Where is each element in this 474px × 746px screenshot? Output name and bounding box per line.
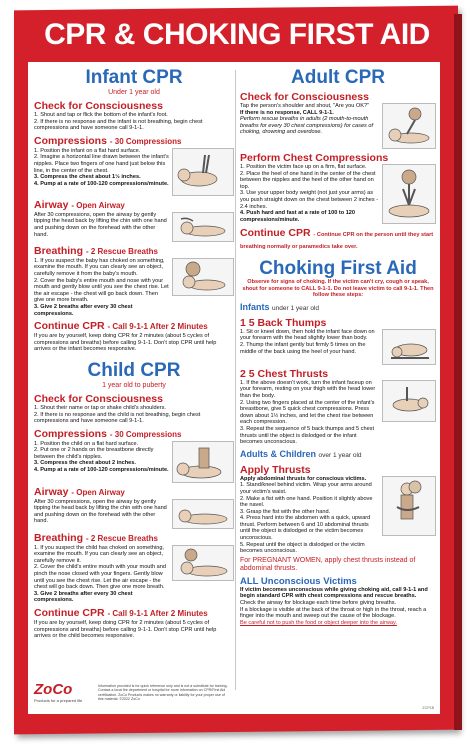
- adult-check-title: Check for Consciousness: [240, 91, 369, 103]
- choking-adults-title: [240, 449, 436, 461]
- infant-cpr-heading: Infant CPR: [85, 67, 183, 88]
- right-column: [240, 62, 436, 626]
- choking-adults-sub: over 1 year old: [318, 451, 362, 459]
- infant-breathing-label: Breathing: [34, 244, 84, 257]
- apply-thrusts-line: 3. Grasp the fist with the other hand.: [240, 508, 331, 515]
- apply-thrusts-illustration: [382, 476, 436, 536]
- column-divider: [235, 70, 236, 690]
- child-airway-text: After 30 compressions, open the airway by gently tipping the head back by lifting the chin with one hand and pushing down on the forehead with the other hand.: [34, 498, 167, 525]
- child-continue-title: [34, 607, 234, 620]
- child-compressions-line: 3. Compress the chest about 2 inches.: [34, 460, 136, 467]
- adult-check-illustration: [382, 103, 436, 149]
- infant-check-line: 1. Shout and tap or flick the bottom of the infant's foot.: [34, 112, 168, 118]
- poster-board-edge: [454, 14, 462, 730]
- adult-cpr-heading: Adult CPR: [291, 67, 385, 88]
- adult-continue-text: - Continue CPR on the person until they start breathing normally or paramedics take over.: [240, 232, 434, 250]
- child-compressions-title: [34, 428, 234, 441]
- infant-compressions-line: 2. Imagine a horizontal line drawn between the infant's nipples. Place two fingers of one hand just below this line, in the center of the chest.: [34, 154, 169, 174]
- child-compressions-line: 2. Put one or 2 hands on the breastbone directly between the child's nipples.: [34, 447, 154, 460]
- infant-breathing-sub: - 2 Rescue Breaths: [85, 246, 158, 256]
- unconscious-title: ALL Unconscious Victims: [240, 575, 357, 587]
- infant-check-line: 2. If there is no response and the infant is not breathing, begin chest compressions and have someone call 9-1-1.: [34, 118, 203, 132]
- left-column: [34, 62, 234, 640]
- unconscious-warning: Be careful not to push the food or object deeper into the airway.: [240, 619, 397, 626]
- logo-wordmark: ZoCo: [34, 681, 73, 698]
- back-thumps-line: 2. Thump the infant gently but firmly 5 times on the middle of the back using the heel of your hand.: [240, 341, 366, 355]
- infant-compressions-count: - 30 Compressions: [109, 136, 182, 146]
- zoco-logo: [34, 682, 94, 703]
- unconscious-line: If victim becomes unconscious while giving choking aid, call 9-1-1 and begin standard CPR with chest compressions and rescue breaths.: [240, 586, 428, 600]
- child-continue-sub: - Call 9-1-1 After 2 Minutes: [107, 609, 208, 619]
- child-check-line: 2. If there is no response and the child is not breathing, begin chest compressions and have someone call 9-1-1.: [34, 411, 201, 425]
- infant-cpr-subheading: Under 1 year old: [108, 89, 160, 96]
- infant-breathing-title: [34, 245, 234, 258]
- apply-thrusts-line: 4. Press hard into the abdomen with a quick, upward thrust. Perform between 6 and 10 abdominal thrusts until the object is dislodged or the victim becomes unconscious.: [240, 515, 371, 542]
- adult-compressions-line: 2. Place the heel of one hand in the center of the chest between the nipples and the heel of the other hand on top.: [240, 170, 376, 190]
- adult-continue-label: Continue CPR: [240, 227, 311, 239]
- child-compressions-line: 1. Position the child on a flat hard surface.: [34, 440, 139, 447]
- infant-breathing-line: 3. Give 2 breaths after every 30 chest compressions.: [34, 303, 133, 317]
- child-continue-text: If you are by yourself, keep doing CPR for 2 minutes (about 5 cycles of compressions and breaths) before calling 9-1-1. Don't stop CPR until help arrives or the child becomes responsive.: [34, 620, 217, 640]
- chest-thrusts-line: 2. Using two fingers placed at the center of the infant's breastbone, give 5 quick chest compressions. Press down about 1½ inches, and let the chest rise between each compression.: [240, 399, 375, 426]
- apply-thrusts-line: 2. Make a fist with one hand. Position it slightly above the navel.: [240, 495, 373, 509]
- infant-check-title: Check for Consciousness: [34, 100, 163, 112]
- infant-airway-illustration: [172, 212, 234, 242]
- choking-infants-title: [240, 302, 436, 314]
- infant-continue-sub: - Call 9-1-1 After 2 Minutes: [107, 322, 208, 332]
- choking-infants-sub: under 1 year old: [272, 304, 320, 312]
- infant-continue-title: [34, 320, 234, 333]
- child-breathing-illustration: [172, 545, 234, 581]
- adult-check-line: Perform rescue breaths in adults (2 mouth-to-mouth breaths for every 30 chest compressions) for cases of choking, drowning and overdose.: [240, 116, 374, 136]
- adult-check-line: If there is no response, CALL 9-1-1.: [240, 109, 334, 116]
- product-code: ZCP1B: [422, 706, 434, 710]
- infant-compressions-label: Compressions: [34, 134, 107, 147]
- child-compressions-line: 4. Pump at a rate of 100-120 compressions/minute.: [34, 467, 169, 474]
- child-airway-label: Airway: [34, 485, 69, 498]
- infant-breathing-illustration: [172, 258, 234, 296]
- child-breathing-line: 1. If you suspect the child has choked on something, examine the mouth. If you can clearly see an object, carefully remove it.: [34, 544, 164, 564]
- choking-heading: Choking First Aid: [259, 258, 417, 279]
- chest-thrusts-line: 1. If the above doesn't work, turn the infant faceup on your forearm, resting on your thigh with the head lower than the body.: [240, 379, 376, 399]
- pregnant-note: For PREGNANT WOMEN, apply chest thrusts instead of abdominal thrusts.: [240, 556, 416, 572]
- choking-infants-label: Infants: [240, 301, 270, 312]
- child-airway-sub: - Open Airway: [71, 487, 125, 497]
- poster-content: [28, 62, 440, 714]
- child-breathing-line: 3. Give 2 breaths after every 30 chest compressions.: [34, 590, 133, 604]
- child-breathing-line: 2. Cover the child's entire mouth with your mouth and pinch the nose closed with your fingers. Gently blow until you see the chest rise. Let the air escape - the chest will go back down. Then give one more breath.: [34, 564, 166, 591]
- child-check-line: 1. Shout their name or tap or shake child's shoulders.: [34, 404, 166, 411]
- back-thumps-line: 1. Sit or kneel down, then hold the infant face down on your forearm with the head slightly lower than body.: [240, 328, 375, 342]
- child-breathing-sub: - 2 Rescue Breaths: [85, 533, 158, 543]
- unconscious-line: If a blockage is visible at the back of the throat or high in the throat, reach a finger into the mouth and sweep out the cause of the blockage.: [240, 606, 427, 620]
- child-airway-title: [34, 486, 234, 499]
- unconscious-line: Check the airway for blockage each time before giving breaths.: [240, 600, 397, 607]
- child-breathing-label: Breathing: [34, 531, 84, 544]
- back-thumps-illustration: [382, 329, 436, 365]
- infant-compressions-line: 3. Compress the chest about 1½ inches.: [34, 174, 141, 181]
- adult-compressions-illustration: [382, 164, 436, 224]
- adult-compressions-line: 4. Push hard and fast at a rate of 100 to 120 compressions/minute.: [240, 210, 356, 223]
- chest-thrusts-illustration: [382, 380, 436, 422]
- adult-compressions-line: 1. Position the victim face up on a firm, flat surface.: [240, 164, 367, 170]
- infant-continue-text: If you are by yourself, keep doing CPR for 2 minutes (about 5 cycles of compressions and breaths) before calling 9-1-1. Don't stop CPR until help arrives or the infant becomes responsive.: [34, 333, 217, 353]
- choking-adults-label: Adults & Children: [240, 448, 316, 459]
- infant-breathing-line: 2. Cover the baby's entire mouth and nose with your mouth and gently blow until you see the chest rise. Let the air escape - the chest will go back down. Then give one more breath.: [34, 277, 169, 304]
- apply-thrusts-line: 5. Repeat until the object is dislodged or the victim becomes unconscious.: [240, 541, 365, 555]
- logo-tagline: Products for a prepared life: [34, 698, 83, 703]
- apply-thrusts-title: Apply Thrusts: [240, 463, 311, 476]
- infant-compressions-line: 1. Position the infant on a flat hard surface.: [34, 147, 141, 154]
- infant-airway-title: [34, 199, 234, 212]
- child-compressions-label: Compressions: [34, 427, 107, 440]
- chest-thrusts-line: 3. Repeat the sequence of 5 back thumps and 5 chest thrusts until the object is dislodged or the infant becomes unconscious.: [240, 425, 375, 446]
- child-continue-label: Continue CPR: [34, 607, 105, 620]
- choking-intro: Observe for signs of choking. If the victim can't cry, cough or speak, shout for someone to CALL 9-1-1. Do not leave victim to call 9-1-1. Then follow these steps:: [242, 279, 434, 299]
- apply-thrusts-line: 1. Stand/kneel behind victim. Wrap your arms around your victim's waist.: [240, 482, 372, 495]
- infant-airway-sub: - Open Airway: [71, 200, 125, 210]
- infant-breathing-line: 1. If you suspect the baby has choked on something, examine the mouth. If you can clearly see an object, carefully remove it from the baby's mouth.: [34, 257, 165, 277]
- child-airway-illustration: [172, 499, 234, 529]
- child-cpr-subheading: 1 year old to puberty: [102, 381, 166, 389]
- adult-check-line: Tap the person's shoulder and shout, "Are you OK?": [240, 103, 370, 109]
- infant-compressions-line: 4. Pump at a rate of 100-120 compressions/minute.: [34, 180, 169, 187]
- child-check-title: Check for Consciousness: [34, 392, 163, 405]
- back-thumps-title: 1 5 Back Thumps: [240, 316, 327, 329]
- infant-airway-label: Airway: [34, 198, 69, 211]
- disclaimer-text: Information provided is for quick reference only and is not a substitute for training. Contact a local fire department or hospital for more information on CPR/First Aid certification. ZoCo Products makes no warranty or liability for your proper use of this material. ©2022 ZoCo: [98, 684, 228, 702]
- adult-compressions-title: Perform Chest Compressions: [240, 152, 389, 164]
- child-compressions-count: - 30 Compressions: [109, 429, 182, 439]
- poster-title: CPR & CHOKING FIRST AID: [44, 18, 430, 51]
- child-breathing-title: [34, 532, 234, 545]
- apply-thrusts-line: Apply abdominal thrusts for conscious victims.: [240, 475, 367, 482]
- adult-continue-title: [240, 227, 436, 251]
- infant-compressions-title: [34, 135, 234, 148]
- chest-thrusts-title: 2 5 Chest Thrusts: [240, 367, 329, 380]
- child-compressions-illustration: [172, 441, 234, 483]
- infant-continue-label: Continue CPR: [34, 320, 105, 333]
- child-cpr-heading: Child CPR: [87, 359, 181, 381]
- infant-airway-text: After 30 compressions, open the airway by gently tipping the head back by lifting the chin with one hand and pushing down on the forehead with the other hand.: [34, 211, 167, 238]
- infant-compressions-illustration: [172, 148, 234, 196]
- adult-compressions-line: 3. Use your upper body weight (not just your arms) as you push straight down on the chest between 2 inches - 2.4 inches.: [240, 190, 379, 210]
